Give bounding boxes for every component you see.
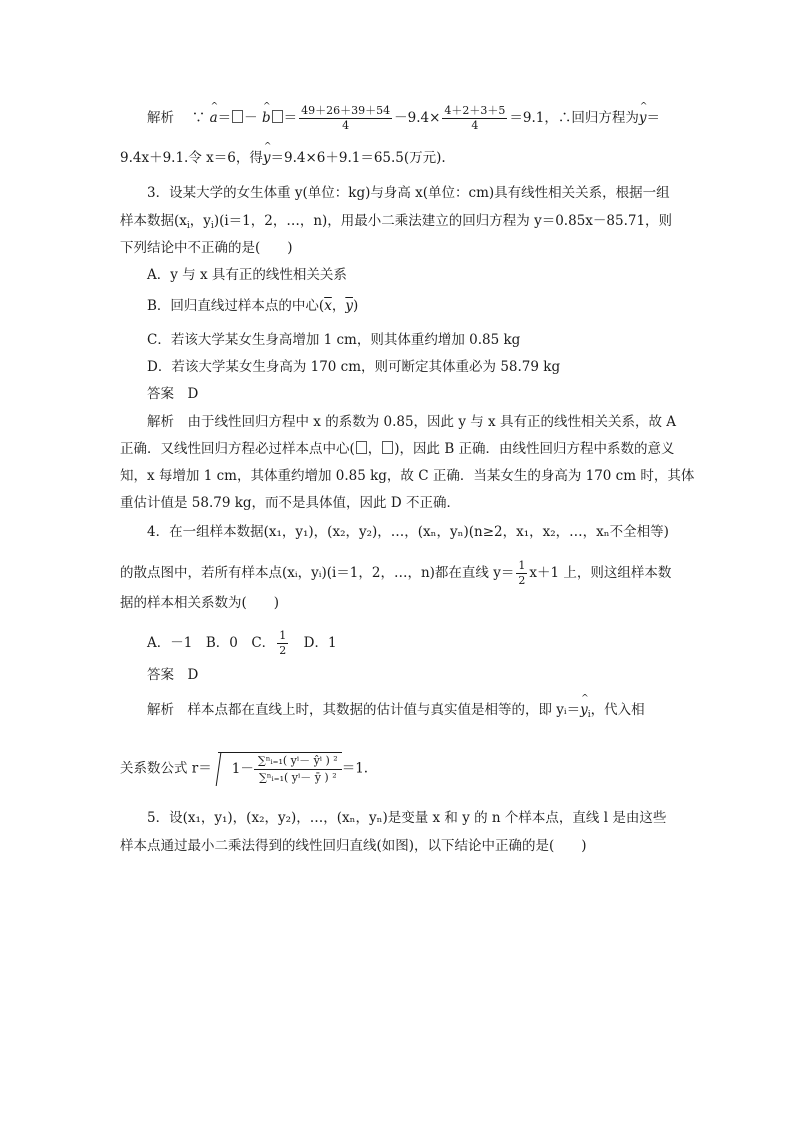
q3-option-d: D．若该大学某女生身高为 170 cm，则可断定其体重必为 58.79 kg [147,359,561,375]
fraction: $\frac{1}{2}$ [518,559,526,587]
q4-options: A．－1 B．0 C． $\frac{1}{2}$ D．1 [147,629,337,657]
q3-stem-line-3: 下列结论中不正确的是( ) [120,240,293,256]
q5-stem-line-2: 样本点通过最小二乘法得到的线性回归直线(如图)，以下结论中正确的是( ) [120,838,587,854]
q3-solution-line-1: 解析 由于线性回归方程中 x 的系数为 0.85，因此 y 与 x 具有正的线性相关关系，故 A [147,414,676,430]
q4-stem-line-2: 的散点图中，若所有样本点(xᵢ，yᵢ)(i＝1，2，…，n)都在直线 y＝ $\frac{1}{2}$ x＋1 上，则这组样本数 [120,559,672,587]
q3-stem-line-1: 3．设某大学的女生体重 y(单位：kg)与身高 x(单位：cm)具有线性相关关系，根据一组 [147,185,670,201]
fraction: $\frac{1}{2}$ [279,629,287,657]
q3-stem-line-2: 样本数据($x_i$，$y_i)(i=1$，2，…，n)，用最小二乘法建立的回归方程为 y＝0.85x－85.71，则 [120,213,673,231]
prev-solution-line-2: 9.4x＋9.1.令 x＝6，得^ y＝9.4×6＋9.1＝65.5(万元). [120,148,446,168]
placeholder-box [232,110,243,123]
fraction: $\frac{4+2+3+5}{4}$ [444,104,506,132]
q4-stem-line-3: 据的样本相关系数为( ) [120,595,280,611]
placeholder-box [382,441,393,454]
placeholder-box [356,441,367,454]
prev-solution-line-1: 解析 ∵ ^ a＝ － ^ b ＝ $\frac{49+26+39+54}{4}$ －9.4× $\frac{4+2+3+5}{4}$ ＝9.1，∴回归方程为^ y＝ [147,104,660,133]
square-root: 1－ $\frac{\text{∑ⁿᵢ₌₁( yⁱ－ ŷⁱ ) ²}}{\text{∑ⁿᵢ₌₁( yⁱ－ ȳ ) ²}}$ [218,752,342,786]
q3-option-c: C．若该大学某女生身高增加 1 cm，则其体重约增加 0.85 kg [147,332,521,348]
q4-answer: 答案 D [147,667,199,683]
prev-solution-label: 解析 [147,110,174,126]
q3-solution-line-4: 重估计值是 58.79 kg，而不是具体值，因此 D 不正确． [120,495,460,511]
q3-option-b: B．回归直线过样本点的中心($\overline{x}$，$\overline{y}$) [147,298,359,314]
q3-answer: 答案 D [147,386,199,402]
q3-option-a: A．y 与 x 具有正的线性相关关系 [147,267,347,283]
q4-stem-line-1: 4．在一组样本数据(x₁，y₁)，(x₂，y₂)，…，(xₙ，yₙ)(n≥2，x₁，x₂，…，xₙ不全相等) [147,524,669,540]
q5-stem-line-1: 5．设(x₁，y₁)，(x₂，y₂)，…，(xₙ，yₙ)是变量 x 和 y 的 n 个样本点，直线 l 是由这些 [147,810,667,826]
q4-solution-line-2: 关系数公式 r＝ 1－ $\frac{\text{∑ⁿᵢ₌₁( yⁱ－ ŷⁱ ) ²}}{\text{∑ⁿᵢ₌₁( yⁱ－ ȳ ) ²}}$ ＝1. [120,754,369,784]
placeholder-box [272,110,283,123]
fraction: $\frac{49+26+39+54}{4}$ [301,104,391,132]
fraction: $\frac{\text{∑ⁿᵢ₌₁( yⁱ－ ŷⁱ ) ²}}{\text{∑ⁿᵢ₌₁( yⁱ－ ȳ ) ²}}$ [254,753,342,786]
q3-solution-line-3: 知，x 每增加 1 cm，其体重约增加 0.85 kg，故 C 正确．当某女生的身高为 170 cm 时，其体 [120,468,695,484]
q3-solution-line-2: 正确．又线性回归方程必过样本点中心( ， )，因此 B 正确．由线性回归方程中系数的意义 [120,441,675,457]
q4-solution-line-1: 解析 样本点都在直线上时，其数据的估计值与真实值是相等的，即 yᵢ＝^ $y_i$，代入相 [147,700,645,725]
